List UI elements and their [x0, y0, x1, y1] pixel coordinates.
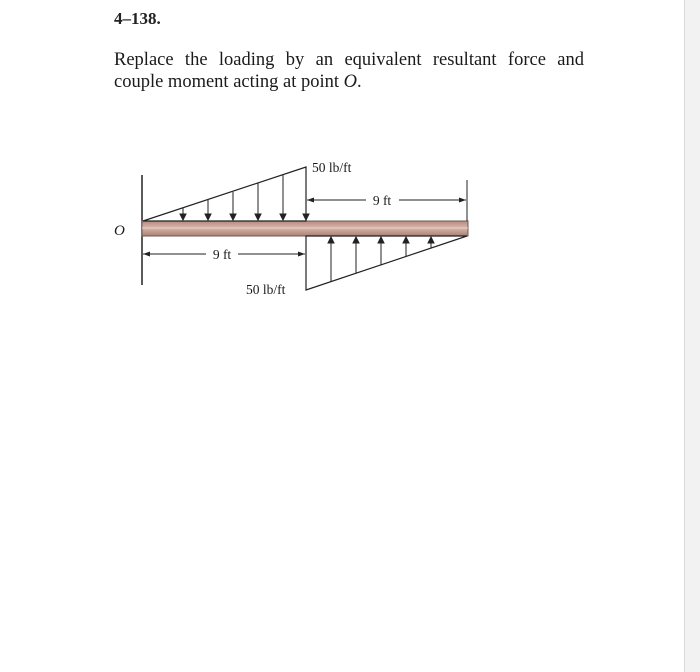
- point-o-reference: O: [343, 72, 358, 92]
- bottom-dimension-arrow-left: [143, 252, 150, 257]
- problem-statement-text: Replace the loading by an equivalent resultant force and couple moment acting at point: [114, 50, 584, 92]
- bottom-distributed-load: [306, 236, 467, 290]
- problem-statement-end: .: [357, 72, 362, 92]
- top-dimension-arrow-left: [307, 198, 314, 203]
- top-dimension-arrow-right: [459, 198, 466, 203]
- point-o-label: O: [114, 223, 125, 239]
- top-distributed-load: [143, 167, 306, 221]
- bottom-load-intensity-label: 50 lb/ft: [246, 282, 286, 297]
- bottom-span-label: 9 ft: [212, 247, 232, 262]
- top-load-arrows: [180, 167, 309, 220]
- bottom-load-arrows: [328, 237, 434, 282]
- top-span-label: 9 ft: [372, 193, 392, 208]
- problem-number: 4–138.: [114, 9, 161, 28]
- top-load-intensity-label: 50 lb/ft: [312, 160, 352, 175]
- bottom-dimension-arrow-right: [298, 252, 305, 257]
